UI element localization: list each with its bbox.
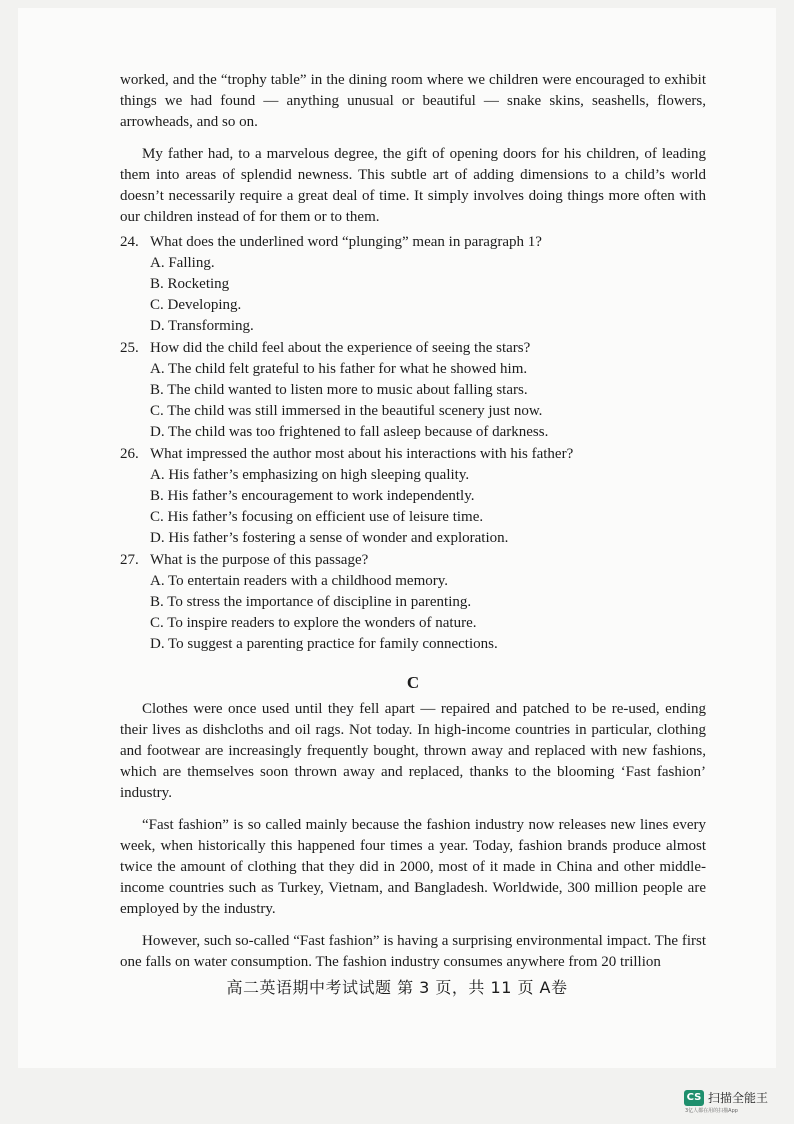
answer-option: C. His father’s focusing on efficient use of leisure time. (150, 509, 484, 525)
question-stem (120, 550, 706, 571)
question-text: What is the purpose of this passage? (150, 552, 369, 568)
answer-option: B. The child wanted to listen more to music about falling stars. (150, 382, 528, 398)
answer-option: B. His father’s encouragement to work independently. (150, 488, 475, 504)
passage-c-paragraph-1: Clothes were once used until they fell apart — repaired and patched to be re-used, ending their lives as dishcloths and oil rags. Not today. In high-income countries in particular, clothing and footwear are increasingly frequently bought, thrown away and replaced with new fashions, which are themselves soon thrown away and replaced, thanks to the blooming ‘Fast fashion’ industry. (120, 701, 706, 801)
scanner-tagline: 3亿人都在用的扫描App (685, 1108, 738, 1114)
answer-option: D. Transforming. (150, 318, 254, 334)
question-number: 26. (120, 446, 139, 462)
answer-option: B. Rocketing (150, 276, 230, 292)
passage-b-paragraph: My father had, to a marvelous degree, the gift of opening doors for his children, of leading them into areas of splendid newness. This subtle art of adding dimensions to a child’s world doesn’t necessarily require a great deal of time. It simply involves doing things more often with our children instead of for them or to them. (120, 146, 706, 225)
answer-option: C. Developing. (150, 297, 242, 313)
answer-option: C. The child was still immersed in the beautiful scenery just now. (150, 403, 543, 419)
question-stem (120, 444, 706, 465)
question-text: What impressed the author most about his interactions with his father? (150, 446, 574, 462)
question-item (120, 338, 706, 443)
answer-option: D. To suggest a parenting practice for family connections. (150, 636, 498, 652)
passage-b-paragraph-tail: worked, and the “trophy table” in the dining room where we children were encouraged to exhibit things we had found — anything unusual or beautiful — snake skins, seashells, flowers, arrowheads, and so on. (120, 72, 706, 130)
cs-logo-icon: CS (684, 1090, 704, 1106)
question-stem (120, 232, 706, 253)
section-heading: C (406, 673, 420, 692)
question-stem (120, 338, 706, 359)
answer-option: C. To inspire readers to explore the wonders of nature. (150, 615, 477, 631)
question-number: 27. (120, 552, 139, 568)
question-text: How did the child feel about the experience of seeing the stars? (150, 340, 531, 356)
question-number: 24. (120, 234, 139, 250)
answer-option: A. To entertain readers with a childhood memory. (150, 573, 449, 589)
option-list (120, 571, 706, 655)
page-content (120, 70, 706, 973)
answer-option: B. To stress the importance of discipline in parenting. (150, 594, 472, 610)
question-list (120, 232, 706, 655)
passage-c-paragraph-2: “Fast fashion” is so called mainly because the fashion industry now releases new lines every week, when historically this happened four times a year. Today, fashion brands produce almost twice the amount of clothing that they did in 2000, most of it made in China and other middle-income countries such as Turkey, Vietnam, and Bangladesh. Worldwide, 300 million people are employed by the industry. (120, 817, 706, 917)
option-list (120, 465, 706, 549)
answer-option: D. His father’s fostering a sense of wonder and exploration. (150, 530, 509, 546)
answer-option: A. The child felt grateful to his father for what he showed him. (150, 361, 528, 377)
question-text: What does the underlined word “plunging” mean in paragraph 1? (150, 234, 542, 250)
question-item (120, 550, 706, 655)
answer-option: A. His father’s emphasizing on high sleeping quality. (150, 467, 470, 483)
question-item (120, 232, 706, 337)
passage-c-paragraph-3: However, such so-called “Fast fashion” is having a surprising environmental impact. The first one falls on water consumption. The fashion industry consumes anywhere from 20 trillion (120, 933, 706, 970)
scanner-watermark (684, 1089, 769, 1114)
option-list (120, 253, 706, 337)
page-footer: 高二英语期中考试试题 第 3 页，共 11 页 A卷 (226, 978, 568, 997)
answer-option: A. Falling. (150, 255, 215, 271)
answer-option: D. The child was too frightened to fall asleep because of darkness. (150, 424, 549, 440)
option-list (120, 359, 706, 443)
scanner-app-name: 扫描全能王 (708, 1091, 769, 1105)
question-number: 25. (120, 340, 139, 356)
question-item (120, 444, 706, 549)
